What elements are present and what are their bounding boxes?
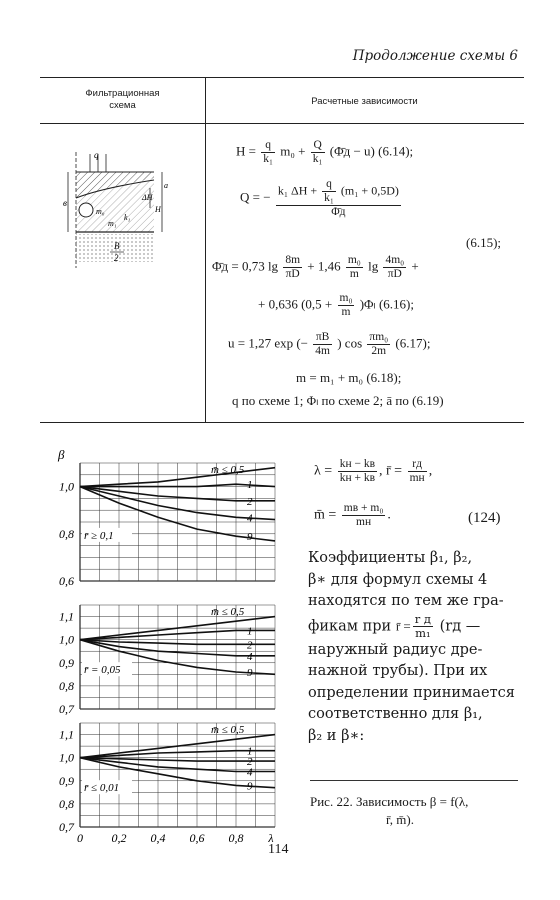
eq-6-14-frac1-den: k₁: [263, 153, 273, 165]
filtration-scheme-figure: [62, 148, 172, 273]
curve-top-label: m̄ ≤ 0,5: [211, 464, 245, 476]
lambda-frac: [338, 458, 377, 485]
x-tick-label: 0,8: [228, 831, 244, 845]
r-den: mн: [409, 472, 425, 484]
eq-6-16b-pre: + 0,636 (0,5 +: [258, 296, 333, 312]
eq-6-16b-frac: [338, 292, 355, 319]
eq-6-16a-frac1: [283, 254, 302, 281]
r-frac: [408, 458, 427, 485]
y-tick-label: 0,8: [59, 526, 74, 541]
col1-header-line1: Фильтрационная: [85, 88, 160, 99]
equation-6-15: [240, 178, 403, 219]
x-tick-label: 0,2: [111, 831, 127, 845]
scheme-label-dH: ΔH: [142, 193, 153, 202]
y-tick-label: 1,1: [59, 609, 74, 624]
curve-top-label: m̄ ≤ 0,5: [211, 606, 245, 618]
eq-6-16a-lhs: Φ̄д = 0,73 lg: [212, 258, 279, 274]
equation-6-16a: [212, 254, 419, 281]
r-note: r̄ = 0,05: [84, 664, 121, 677]
m-bar-end: .: [387, 507, 391, 523]
x-tick-label: 0,4: [150, 831, 166, 845]
series-label: 2: [247, 639, 253, 652]
eq-6-17-pre: u = 1,27 exp (−: [228, 335, 309, 351]
scheme-label-m1: m₁: [108, 219, 117, 228]
eq-6-16a-lg: lg: [368, 258, 379, 274]
eq-6-14-tail: (Φ̄д − u): [329, 143, 375, 159]
lambda-num: kн − kв: [339, 458, 376, 470]
eq-6-17-tag: (6.17);: [395, 335, 431, 351]
y-tick-label: 1,0: [59, 632, 74, 647]
y-tick-label: 0,7: [59, 820, 74, 834]
eq-6-17-frac1: [313, 331, 332, 358]
eq-6-15-inner-den: k₁: [324, 192, 334, 204]
eq-6-16a-f2-num: m₀: [347, 254, 361, 266]
para-line-6: нажной трубы). При их: [308, 663, 488, 679]
y-tick-label: 0,9: [59, 773, 74, 788]
equation-124-tag: (124): [468, 510, 501, 526]
eq-6-14-frac1: [261, 139, 275, 166]
caption-line-1: Рис. 22. Зависимость β = f(λ,: [310, 794, 469, 809]
curve-top-label: m̄ ≤ 0,5: [211, 724, 245, 736]
y-tick-label: 1,1: [59, 727, 74, 742]
series-label: 1: [247, 479, 253, 492]
series-label: 2: [247, 495, 253, 508]
scheme-label-2: 2: [114, 253, 119, 263]
eq-6-17-frac2: [367, 331, 390, 358]
eq-6-16b-den: m: [341, 306, 351, 318]
eq-6-15-inner-num: q: [322, 178, 336, 192]
body-paragraph: [308, 548, 520, 747]
r-note: r̄ ≥ 0,1: [84, 529, 114, 542]
eq-6-16a-f3-den: πD: [387, 268, 402, 280]
para-inline-den: m₁: [415, 625, 431, 640]
eq-6-16b-tag: (6.16);: [378, 296, 414, 312]
equation-6-16b: [258, 292, 414, 319]
x-tick-label: λ: [268, 831, 274, 845]
series-label: 9: [247, 780, 253, 793]
m-bar-den: mн: [356, 516, 372, 528]
series-label: 1: [247, 745, 253, 758]
series-label: 4: [247, 512, 253, 525]
caption-line-2: r̄, m̄).: [386, 812, 414, 827]
table-header-divider: [40, 123, 524, 124]
col1-header-line2: схема: [109, 100, 136, 111]
eq-6-17-mid: ) cos: [337, 335, 363, 351]
eq-6-14-frac2: [311, 139, 325, 166]
para-line-5: наружный радиус дре-: [308, 641, 483, 658]
equation-6-14: [236, 139, 413, 166]
eq-6-14-tag: (6.14);: [378, 143, 414, 159]
col1-header: [40, 88, 205, 112]
equation-6-17: [228, 331, 430, 358]
scheme-label-B: B: [114, 241, 120, 251]
eq-6-16a-mid: + 1,46: [307, 258, 341, 274]
equation-6-18: m = m₁ + m₀ (6.18);: [296, 370, 402, 385]
eq-6-15-lhs: Q = −: [240, 189, 271, 205]
figure-caption: [310, 793, 522, 829]
m-bar-frac: [342, 502, 386, 529]
lambda-end: ,: [428, 463, 433, 479]
col2-header: Расчетные зависимости: [311, 96, 418, 107]
x-tick-label: 0: [77, 831, 83, 845]
eq-6-17-f2-den: 2m: [371, 345, 387, 357]
eq-6-15-num-pre: k₁ ΔH +: [277, 183, 318, 198]
scheme-label-m0: m₀: [96, 207, 105, 216]
para-line-2: β∗ для формул схемы 4: [308, 571, 488, 588]
eq-6-16a-frac2: [346, 254, 363, 281]
caption-rule: [310, 780, 518, 781]
eq-6-16a-frac3: [383, 254, 406, 281]
eq-6-17-f2-num: πm₀: [369, 331, 389, 343]
continuation-title: Продолжение схемы 6: [352, 48, 518, 64]
y-tick-label: 0,6: [59, 574, 74, 588]
m-bar-formula: [314, 502, 391, 529]
scheme-label-b: в: [63, 198, 67, 208]
eq-6-15-frac: [276, 178, 401, 219]
eq-6-15-inner-frac: [322, 178, 336, 205]
eq-6-15-tag: (6.15);: [466, 235, 502, 250]
para-line-4: [308, 613, 520, 640]
scheme-label-H: H: [155, 205, 161, 214]
scheme-label-q: q: [94, 150, 99, 160]
para-line-3: находятся по тем же гра-: [308, 593, 504, 609]
eq-6-14-frac2-num: Q: [311, 139, 325, 153]
scheme-label-a: a: [164, 181, 168, 190]
eq-6-14-frac2-den: k₁: [312, 153, 323, 165]
m-bar-lhs: m̄ =: [314, 507, 337, 523]
series-label: 9: [247, 667, 253, 680]
eq-6-15-num-post: (m₁ + 0,5D): [340, 183, 399, 198]
eq-6-17-f1-den: 4m: [315, 345, 330, 357]
y-tick-label: 0,8: [59, 796, 74, 811]
para-inline-num: r д: [414, 611, 431, 626]
y-tick-label: 1,0: [59, 750, 74, 765]
eq-6-16b-post: )Φₗ: [359, 296, 376, 312]
para-line-8: соответственно для β₁,: [308, 706, 483, 722]
r-lhs: r̄ =: [386, 463, 403, 479]
para-inline-frac: [413, 613, 433, 640]
lambda-sep: ,: [379, 463, 383, 479]
eq-6-16a-tail: +: [411, 258, 419, 274]
y-axis-symbol: β: [58, 447, 65, 462]
y-tick-label: 1,0: [59, 479, 74, 494]
para-inline-tail: (rд —: [439, 618, 481, 634]
series-label: 1: [247, 625, 253, 638]
eq-6-15-num: [276, 178, 401, 206]
series-label: 4: [247, 650, 253, 663]
m-bar-num: mв + m₀: [343, 502, 384, 514]
eq-6-15-den: Φ̄д: [331, 206, 346, 218]
para-line-1: Коэффициенты β₁, β₂,: [308, 550, 473, 566]
equation-6-19: q по схеме 1; Φₗ по схеме 2; ā по (6.19): [232, 393, 444, 408]
eq-6-16a-f3-num: 4m₀: [385, 254, 405, 266]
y-tick-label: 0,7: [59, 702, 74, 716]
eq-6-14-m0: m₀ +: [280, 143, 306, 159]
eq-6-17-f1-num: πB: [313, 331, 332, 345]
para-line-4-text: фикам при: [308, 618, 392, 634]
lambda-formula: [314, 458, 432, 485]
eq-6-16a-f1-den: πD: [285, 268, 300, 280]
beta-charts: [30, 447, 295, 845]
eq-6-14-frac1-num: q: [261, 139, 275, 153]
lambda-lhs: λ =: [314, 463, 333, 479]
eq-6-16a-f1-num: 8m: [285, 254, 301, 266]
page-number: 114: [268, 842, 289, 857]
series-label: 2: [247, 756, 253, 769]
y-tick-label: 0,8: [59, 678, 74, 693]
para-inline-r: r̄ =: [395, 618, 411, 633]
r-note: r̄ ≤ 0,01: [84, 782, 120, 795]
series-label: 9: [247, 531, 253, 544]
para-line-9: β₂ и β∗:: [308, 727, 365, 744]
eq-6-16a-f2-den: m: [349, 268, 359, 280]
r-num: rд: [408, 458, 427, 472]
eq-6-16b-num: m₀: [339, 292, 353, 304]
scheme-label-k1: k₁: [124, 213, 131, 222]
series-label: 4: [247, 766, 253, 779]
lambda-den: kн + kв: [339, 472, 376, 484]
y-tick-label: 0,9: [59, 655, 74, 670]
x-tick-label: 0,6: [189, 831, 205, 845]
table-column-divider: [205, 77, 206, 423]
eq-6-14-lhs: H =: [236, 143, 256, 159]
para-line-7: определении принимается: [308, 684, 515, 701]
